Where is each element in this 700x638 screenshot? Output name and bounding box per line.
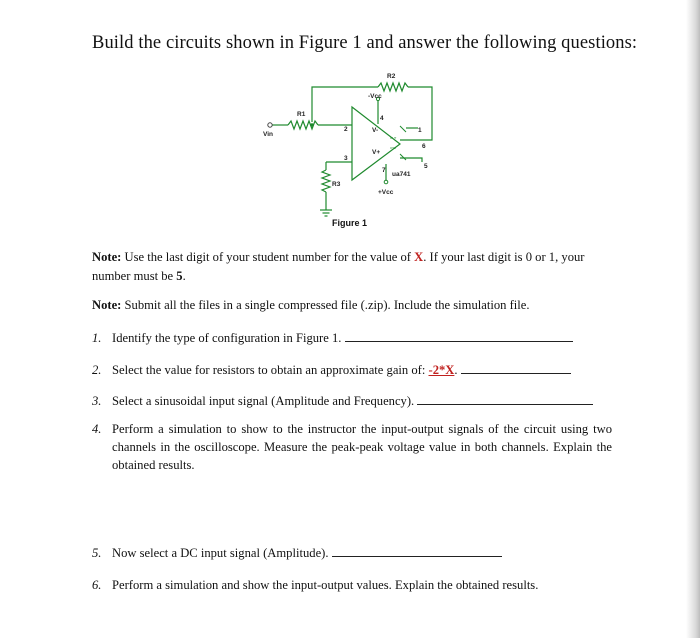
answer-blank[interactable] bbox=[417, 392, 593, 405]
note-student-number bbox=[92, 248, 612, 286]
supply-terminal-pos bbox=[384, 180, 388, 184]
internal-offset-marks bbox=[400, 126, 406, 160]
pin4-label: 4 bbox=[380, 115, 384, 122]
question-text: Perform a simulation to show to the instructor the input-output signals of the circuit using two channels in the oscilloscope. Measure the peak-peak voltage value in both channels. Explain the obtained results. bbox=[112, 422, 612, 472]
note-x: X bbox=[414, 250, 424, 264]
chip-label: ua741 bbox=[392, 171, 411, 178]
out-small-label: OUT bbox=[390, 136, 397, 140]
question-text: Now select a DC input signal (Amplitude). bbox=[112, 546, 329, 560]
note-text: Submit all the files in a single compressed file (.zip). Include the simulation file. bbox=[121, 298, 530, 312]
r2-resistor bbox=[378, 83, 408, 91]
answer-blank[interactable] bbox=[461, 361, 571, 374]
r3-label: R3 bbox=[332, 181, 341, 188]
question-number: 6. bbox=[92, 578, 102, 592]
question-text: Select a sinusoidal input signal (Amplitude and Frequency). bbox=[112, 394, 415, 408]
question-4 bbox=[92, 420, 612, 476]
page-edge-shadow bbox=[686, 0, 700, 638]
question-text: Identify the type of configuration in Figure 1. bbox=[112, 331, 342, 345]
page-title: Build the circuits shown in Figure 1 and answer the following questions: bbox=[92, 33, 638, 53]
pin5-wire bbox=[400, 158, 422, 162]
r2-label: R2 bbox=[387, 73, 396, 80]
feedback-wire-right bbox=[400, 87, 432, 140]
pin2-label: 2 bbox=[344, 126, 348, 133]
gain-value: -2*X bbox=[428, 363, 455, 377]
note-text-b: . If your last digit is 0 or 1, your number must be bbox=[92, 250, 585, 283]
circuit-diagram bbox=[250, 62, 450, 242]
note-label: Note: bbox=[92, 250, 122, 264]
pin3-label: 3 bbox=[344, 155, 348, 162]
vplus-label: V+ bbox=[372, 149, 381, 156]
pos-vcc-label: +Vcc bbox=[378, 189, 394, 196]
question-6 bbox=[92, 576, 612, 594]
pin1-label: 1 bbox=[418, 127, 422, 134]
question-2: 2. Select the value for resistors to obtain an approximate gain of: -2*X. bbox=[92, 361, 612, 379]
question-1 bbox=[92, 329, 612, 347]
note-five: 5 bbox=[176, 269, 183, 283]
junction-node bbox=[310, 123, 314, 127]
pin6-label: 6 bbox=[422, 143, 426, 150]
question-number: 3. bbox=[92, 394, 102, 408]
os-small-label: OS2 bbox=[390, 146, 397, 150]
vin-terminal bbox=[268, 123, 272, 127]
note-label: Note: bbox=[92, 298, 122, 312]
ground-symbol bbox=[320, 210, 332, 216]
r1-label: R1 bbox=[297, 111, 306, 118]
question-number: 1. bbox=[92, 331, 102, 345]
circuit-figure bbox=[250, 62, 450, 242]
question-3 bbox=[92, 392, 612, 410]
question-5 bbox=[92, 544, 612, 562]
opamp-body bbox=[352, 107, 400, 180]
question-text: Select the value for resistors to obtain an approximate gain of: bbox=[112, 363, 429, 377]
answer-blank[interactable] bbox=[332, 544, 502, 557]
answer-blank[interactable] bbox=[345, 329, 573, 342]
r3-resistor bbox=[322, 170, 330, 192]
question-text: Perform a simulation and show the input-output values. Explain the obtained results. bbox=[112, 578, 539, 592]
question-number: 5. bbox=[92, 546, 102, 560]
vminus-label: V- bbox=[372, 127, 379, 134]
pin5-label: 5 bbox=[424, 163, 428, 170]
pin7-label: 7 bbox=[382, 167, 386, 174]
vin-label: Vin bbox=[263, 131, 273, 138]
figure-caption: Figure 1 bbox=[332, 218, 368, 228]
note-text-a: Use the last digit of your student number for the value of bbox=[121, 250, 415, 264]
question-number: 2. bbox=[92, 363, 102, 377]
note-submit bbox=[92, 296, 612, 315]
note-text-c: . bbox=[182, 269, 186, 283]
question-number: 4. bbox=[92, 422, 102, 436]
neg-vcc-label: -Vcc bbox=[368, 93, 382, 100]
